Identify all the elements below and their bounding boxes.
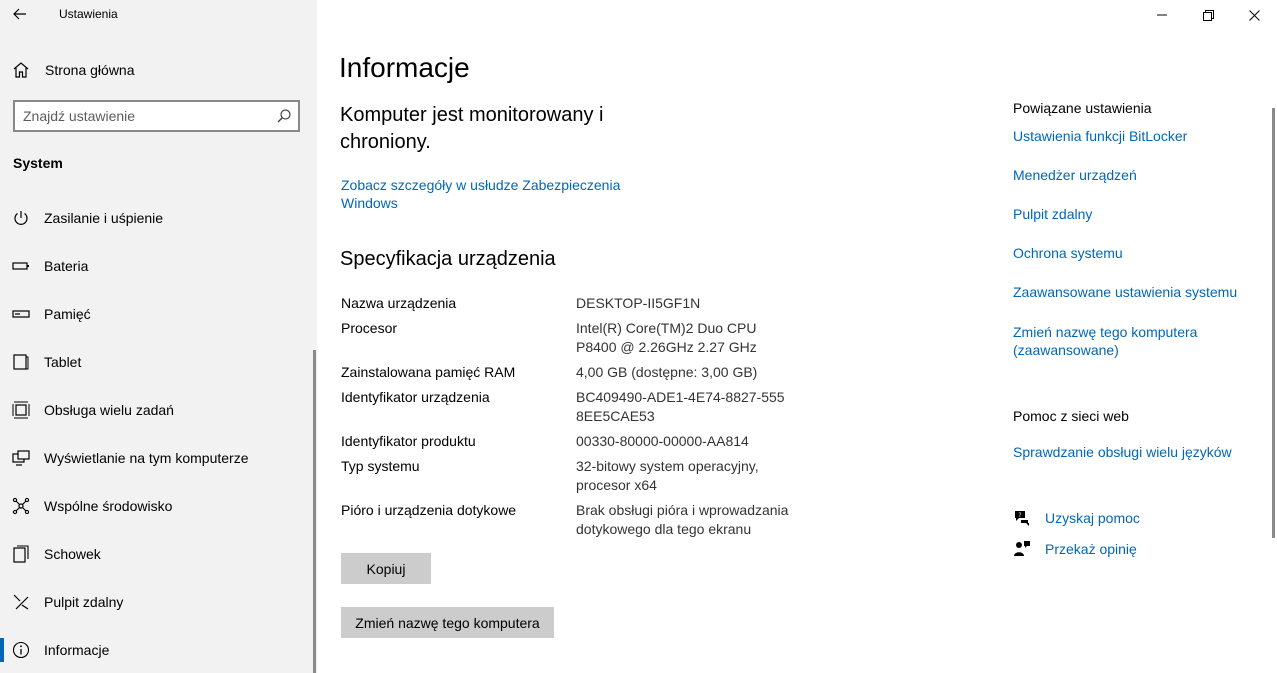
- security-details-link[interactable]: Zobacz szczegóły w usłudze Zabezpieczenia Windows: [341, 177, 621, 211]
- system-protection-link[interactable]: Ochrona systemu: [1013, 245, 1123, 261]
- sidebar: [0, 0, 317, 673]
- search-icon[interactable]: [276, 108, 292, 124]
- spec-key: Pióro i urządzenia dotykowe: [341, 502, 517, 518]
- sidebar-item-label: Zasilanie i uśpienie: [44, 210, 164, 226]
- spec-value: 00330-80000-00000-AA814: [576, 433, 749, 449]
- close-button[interactable]: [1231, 0, 1277, 30]
- storage-icon: [12, 305, 30, 323]
- sidebar-item-label: Pamięć: [44, 306, 91, 322]
- svg-text:?: ?: [1018, 512, 1022, 519]
- spec-key: Identyfikator urządzenia: [341, 389, 490, 405]
- get-help-link[interactable]: [1013, 508, 1140, 528]
- restore-icon: [1203, 10, 1214, 21]
- remote-desktop-icon: [12, 593, 30, 611]
- language-support-link[interactable]: Sprawdzanie obsługi wielu języków: [1013, 444, 1232, 460]
- spec-key: Nazwa urządzenia: [341, 295, 457, 311]
- protection-status-text: Komputer jest monitorowany i chroniony.: [340, 104, 604, 153]
- spec-key: Zainstalowana pamięć RAM: [341, 364, 516, 380]
- sidebar-nav: [0, 194, 313, 673]
- info-icon: [12, 641, 30, 659]
- web-help-title: Pomoc z sieci web: [1013, 408, 1129, 424]
- rename-pc-advanced-link[interactable]: Zmień nazwę tego komputera (zaawansowane): [1013, 324, 1198, 358]
- feedback-person-icon: [1013, 540, 1031, 558]
- device-manager-link[interactable]: Menedżer urządzeń: [1013, 167, 1137, 183]
- sidebar-item-label: Tablet: [44, 354, 82, 370]
- spec-value: Brak obsługi pióra i wprowadzania dotykowego dla tego ekranu: [576, 502, 789, 537]
- projecting-icon: [12, 449, 30, 467]
- spec-value: DESKTOP-II5GF1N: [576, 295, 701, 311]
- spec-value: Intel(R) Core(TM)2 Duo CPU P8400 @ 2.26GHz 2.27 GHz: [576, 320, 757, 355]
- sidebar-item-label: Wyświetlanie na tym komputerze: [44, 450, 249, 466]
- home-label: Strona główna: [45, 62, 135, 78]
- sidebar-item-projecting[interactable]: [0, 434, 313, 482]
- related-settings-title: Powiązane ustawienia: [1013, 100, 1152, 116]
- minimize-icon: [1157, 10, 1167, 20]
- sidebar-item-tablet[interactable]: [0, 338, 313, 386]
- sidebar-item-clipboard[interactable]: [0, 530, 313, 578]
- sidebar-item-label: Obsługa wielu zadań: [44, 402, 174, 418]
- restore-button[interactable]: [1185, 0, 1231, 30]
- rename-pc-button[interactable]: Zmień nazwę tego komputera: [341, 607, 554, 638]
- sidebar-item-remote-desktop[interactable]: [0, 578, 313, 626]
- sidebar-item-battery[interactable]: [0, 242, 313, 290]
- feedback-label: Przekaż opinię: [1045, 541, 1137, 557]
- sidebar-item-label: Informacje: [44, 642, 110, 658]
- spec-value: 32-bitowy system operacyjny, procesor x64: [576, 458, 759, 493]
- sidebar-item-label: Schowek: [44, 546, 101, 562]
- remote-desktop-link[interactable]: Pulpit zdalny: [1013, 206, 1093, 222]
- device-specs-title: Specyfikacja urządzenia: [340, 248, 556, 270]
- search-input[interactable]: [23, 107, 273, 125]
- clipboard-icon: [12, 545, 30, 563]
- shared-experiences-icon: [12, 497, 30, 515]
- sidebar-item-shared-experiences[interactable]: [0, 482, 313, 530]
- spec-key: Procesor: [341, 320, 398, 336]
- spec-key: Typ systemu: [341, 458, 420, 474]
- search-box: [13, 100, 300, 132]
- sidebar-item-about[interactable]: [0, 626, 313, 673]
- advanced-system-settings-link[interactable]: Zaawansowane ustawienia systemu: [1013, 284, 1238, 300]
- close-icon: [1249, 10, 1260, 21]
- sidebar-item-label: Pulpit zdalny: [44, 594, 124, 610]
- sidebar-item-label: Wspólne środowisko: [44, 498, 173, 514]
- copy-button[interactable]: Kopiuj: [341, 553, 431, 584]
- home-icon: [12, 61, 30, 79]
- main-scrollbar[interactable]: [1272, 108, 1275, 538]
- app-title: Ustawienia: [59, 7, 118, 21]
- get-help-label: Uzyskaj pomoc: [1045, 510, 1140, 526]
- chat-help-icon: [1013, 509, 1031, 527]
- sidebar-item-label: Bateria: [44, 258, 89, 274]
- tablet-icon: [12, 353, 30, 371]
- feedback-link[interactable]: [1013, 539, 1137, 559]
- back-arrow-icon: [13, 8, 27, 20]
- spec-key: Identyfikator produktu: [341, 433, 476, 449]
- spec-value: 4,00 GB (dostępne: 3,00 GB): [576, 364, 758, 380]
- sidebar-item-storage[interactable]: [0, 290, 313, 338]
- multitasking-icon: [12, 401, 30, 419]
- sidebar-scrollbar[interactable]: [313, 350, 316, 673]
- sidebar-item-power-sleep[interactable]: [0, 194, 313, 242]
- spec-value: BC409490-ADE1-4E74-8827-5558EE5CAE53: [576, 389, 785, 424]
- bitlocker-settings-link[interactable]: Ustawienia funkcji BitLocker: [1013, 128, 1188, 144]
- minimize-button[interactable]: [1139, 0, 1185, 30]
- sidebar-item-multitasking[interactable]: [0, 386, 313, 434]
- power-icon: [12, 209, 30, 227]
- back-button[interactable]: [6, 2, 34, 26]
- battery-icon: [12, 257, 30, 275]
- home-nav-item[interactable]: [0, 52, 313, 88]
- page-title: Informacje: [339, 52, 470, 83]
- section-title: System: [13, 155, 63, 171]
